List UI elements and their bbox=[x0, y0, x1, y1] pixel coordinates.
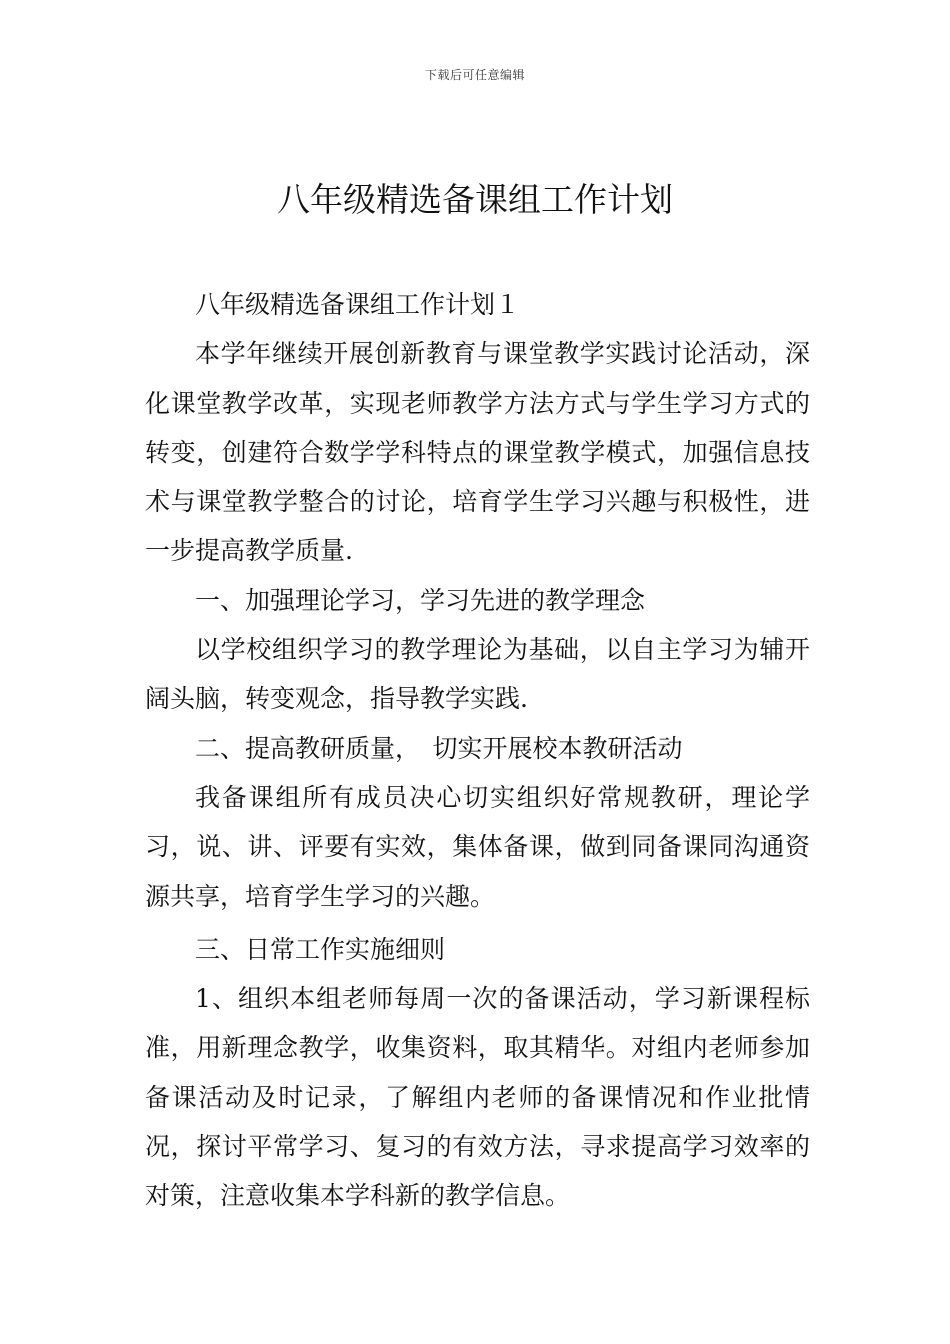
section-3-heading: 三、日常工作实施细则 bbox=[195, 934, 446, 964]
document-subtitle: 八年级精选备课组工作计划１ bbox=[195, 290, 521, 319]
intro-paragraph: 本学年继续开展创新教育与课堂教学实践讨论活动，深化课堂教学改革，实现老师教学方法方式与学生学习方式的转变，创建符合数学学科特点的课堂教学模式，加强信息技术与课堂教学整合的讨论，培育学生学习兴趣与积极性，进一步提高教学质量. bbox=[145, 339, 810, 566]
section-1-paragraph: 以学校组织学习的教学理论为基础，以自主学习为辅开阔头脑，转变观念，指导教学实践. bbox=[145, 635, 810, 714]
section-1-heading: 一、加强理论学习，学习先进的教学理念 bbox=[195, 585, 646, 615]
section-2-heading: 二、提高教研质量， 切实开展校本教研活动 bbox=[195, 733, 683, 763]
section-2-paragraph: 我备课组所有成员决心切实组织好常规教研，理论学习，说、讲、评要有实效，集体备课，做到同备课同沟通资源共享，培育学生学习的兴趣。 bbox=[145, 782, 810, 911]
header-note: 下载后可任意编辑 bbox=[424, 68, 525, 82]
document-title: 八年级精选备课组工作计划 bbox=[277, 180, 673, 219]
document-body bbox=[145, 280, 810, 1221]
section-3-item-1: 1、组织本组老师每周一次的备课活动，学习新课程标准，用新理念教学，收集资料，取其精华。对组内老师参加备课活动及时记录，了解组内老师的备课情况和作业批情况，探讨平常学习、复习的有效方法，寻求提高学习效率的对策，注意收集本学科新的教学信息。 bbox=[145, 984, 810, 1211]
